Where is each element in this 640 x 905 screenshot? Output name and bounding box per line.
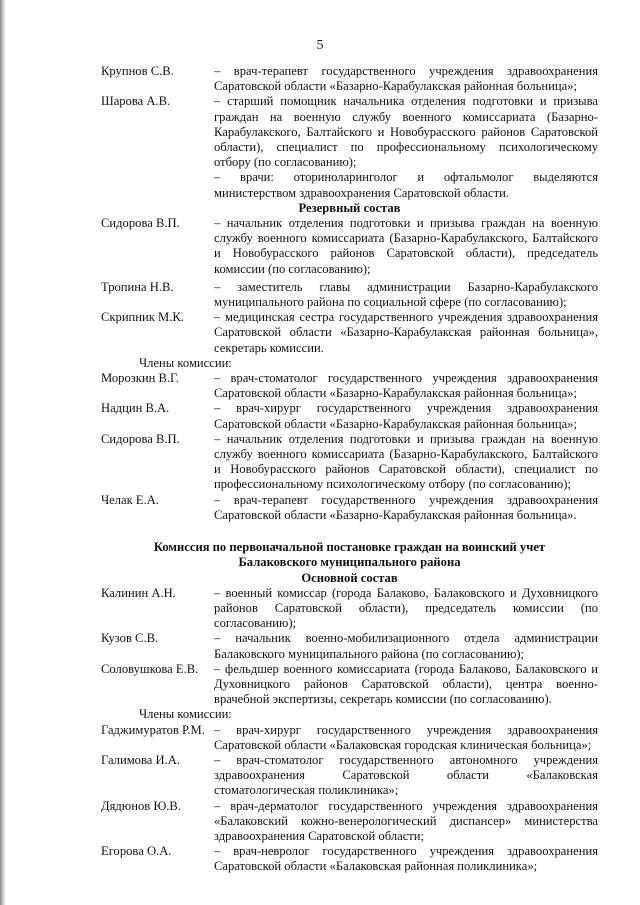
note-doctors: – врачи: оториноларинголог и офтальмолог выделяются министерством здравоохранения Саратовской области.: [214, 170, 598, 200]
member-name: Кузов С.В.: [101, 631, 159, 646]
list-item: [101, 493, 598, 523]
reserve-heading: Резервный состав: [298, 200, 401, 215]
member-name: Тропина Н.В.: [101, 279, 174, 294]
list-item: [101, 64, 598, 94]
list-item: [101, 94, 598, 170]
main-heading: Основной состав: [301, 570, 398, 585]
members-label: Члены комиссии:: [139, 707, 232, 722]
member-position: – врач-невролог государственного учреждения здравоохранения Саратовской области «Балаковская районная поликлиника»;: [214, 844, 598, 874]
list-item: [101, 280, 598, 310]
member-position: – врач-хирург государственного учреждения здравоохранения Саратовской области «Базарно-Карабулакская районная больница»;: [214, 401, 598, 431]
member-position: – врач-хирург государственного учреждения здравоохранения Саратовской области «Балаковская городская клиническая больница»;: [214, 722, 598, 752]
member-position: – врач-стоматолог государственного автономного учреждения здравоохранения Саратовской области «Балаковская стоматологическая поликлиника»;: [214, 752, 598, 798]
commission-subtitle: Балаковского муниципального района: [238, 555, 461, 570]
scan-edge: [0, 0, 6, 905]
member-position: – врач-терапевт государственного учреждения здравоохранения Саратовской области «Базарно-Карабулакская районная больница».: [214, 492, 598, 522]
list-item: [101, 216, 598, 277]
member-position: – заместитель главы администрации Базарно-Карабулакского муниципального района по социальной сфере (по согласованию);: [214, 279, 598, 310]
list-item: [101, 401, 598, 431]
member-position: – начальник отделения подготовки и призыва граждан на военную службу военного комиссариата (Базарно-Карабулакского, Балтайского и Новобурасского районов Саратовской области), специалист по профессиональному психологическому отбору (по согласованию);: [214, 431, 598, 492]
member-name: Надцин В.А.: [101, 401, 170, 416]
list-item: [101, 799, 598, 845]
list-item: [101, 844, 598, 874]
member-name: Шарова А.В.: [101, 94, 171, 109]
list-item: [101, 310, 598, 356]
member-name: Челак Е.А.: [101, 492, 160, 507]
member-name: Сидорова В.П.: [101, 216, 180, 231]
list-item: [101, 586, 598, 632]
member-position: – старший помощник начальника отделения подготовки и призыва граждан на военную службу военного комиссариата (Базарно-Карабулакского, Балтайского и Новобурасского районов Саратовской области), специалист по профессиональному психологическому отбору (по согласованию);: [214, 94, 598, 170]
list-item: [101, 723, 598, 753]
member-name: Соловушкова Е.В.: [101, 661, 199, 676]
list-item: [101, 662, 598, 708]
members-label: Члены комиссии:: [139, 355, 232, 370]
member-name: Дядюнов Ю.В.: [101, 798, 181, 813]
member-position: – военный комиссар (города Балаково, Балаковского и Духовницкого районов Саратовской области), председатель комиссии (по согласованию);: [214, 585, 598, 631]
member-name: Скрипник М.К.: [101, 310, 184, 325]
list-item: [101, 371, 598, 401]
commission-title: Комиссия по первоначальной постановке граждан на воинский учет: [153, 540, 546, 555]
member-name: Галимова И.А.: [101, 752, 180, 767]
member-name: Калинин А.Н.: [101, 585, 176, 600]
member-name: Крупнов С.В.: [101, 64, 174, 78]
list-item: [101, 631, 598, 661]
member-position: – фельдшер военного комиссариата (города Балаково, Балаковского и Духовницкого районов Саратовской области), центра военно-врачебной экспертизы, секретарь комиссии (по согласованию).: [214, 661, 598, 707]
page-number: 5: [316, 38, 324, 53]
member-position: – начальник военно-мобилизационного отдела администрации Балаковского муниципального района (по согласованию);: [214, 631, 598, 661]
member-position: – начальник отделения подготовки и призыва граждан на военную службу военного комиссариата (Базарно-Карабулакского, Балтайского и Новобурасского районов Саратовской области), председатель комиссии (по согласованию);: [214, 216, 598, 276]
list-item: [101, 753, 598, 799]
member-name: Морозкин В.Г.: [101, 371, 180, 386]
document-body: [101, 64, 598, 875]
member-position: – медицинская сестра государственного учреждения здравоохранения Саратовской области «Базарно-Карабулакская районная больница», секретарь комиссии.: [214, 310, 598, 355]
list-item: [101, 432, 598, 493]
member-position: – врач-терапевт государственного учреждения здравоохранения Саратовской области «Базарно-Карабулакская районная больница»;: [214, 64, 598, 94]
member-position: – врач-дерматолог государственного учреждения здравоохранения «Балаковский кожно-венерологический диспансер» министерства здравоохранения Саратовской области;: [214, 798, 598, 843]
member-name: Егорова О.А.: [101, 844, 172, 859]
member-position: – врач-стоматолог государственного учреждения здравоохранения Саратовской области «Базарно-Карабулакская районная больница»;: [214, 371, 598, 401]
member-name: Сидорова В.П.: [101, 431, 180, 446]
member-name: Гаджимуратов Р.М.: [101, 722, 205, 737]
